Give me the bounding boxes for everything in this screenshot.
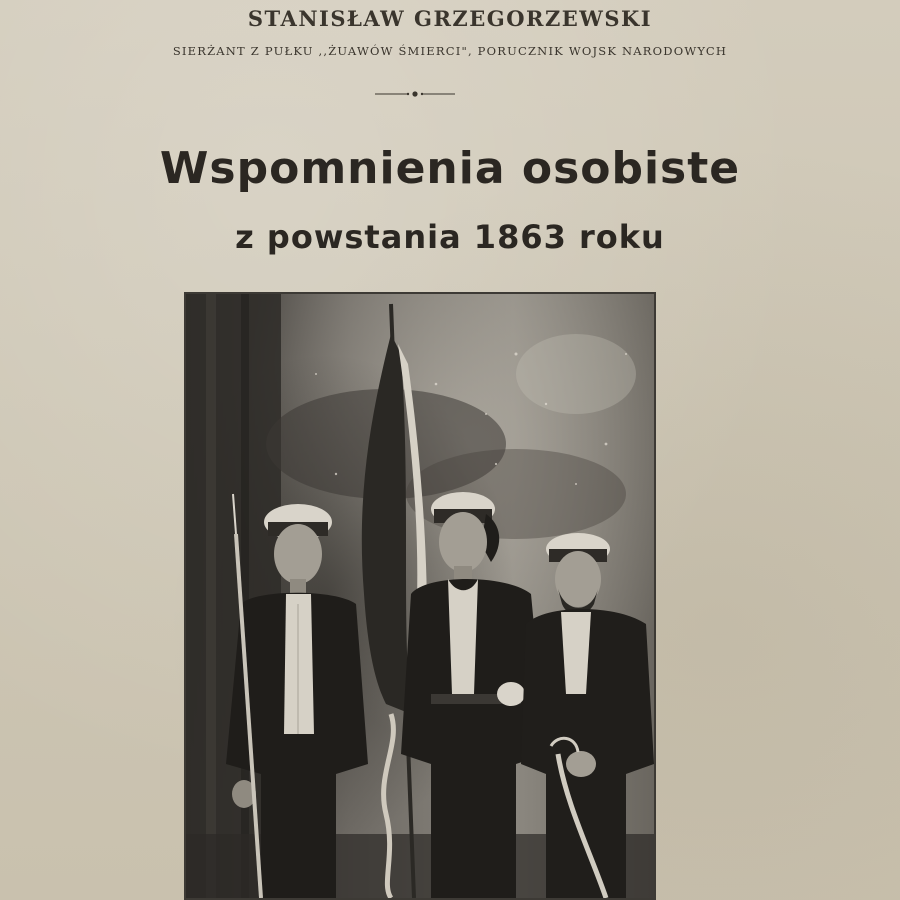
ornament-divider	[375, 88, 455, 100]
book-subtitle: z powstania 1863 roku	[235, 218, 665, 256]
book-title: Wspomnienia osobiste	[159, 143, 741, 194]
author-name: STANISŁAW GRZEGORZEWSKI	[247, 6, 653, 31]
author-rank-line: SIERŻANT Z PUŁKU ,,ŻUAWÓW ŚMIERCI", PORUCZNIK WOJSK NARODOWYCH	[172, 44, 728, 58]
cover-photograph	[184, 292, 656, 900]
photo-scene	[186, 294, 654, 898]
